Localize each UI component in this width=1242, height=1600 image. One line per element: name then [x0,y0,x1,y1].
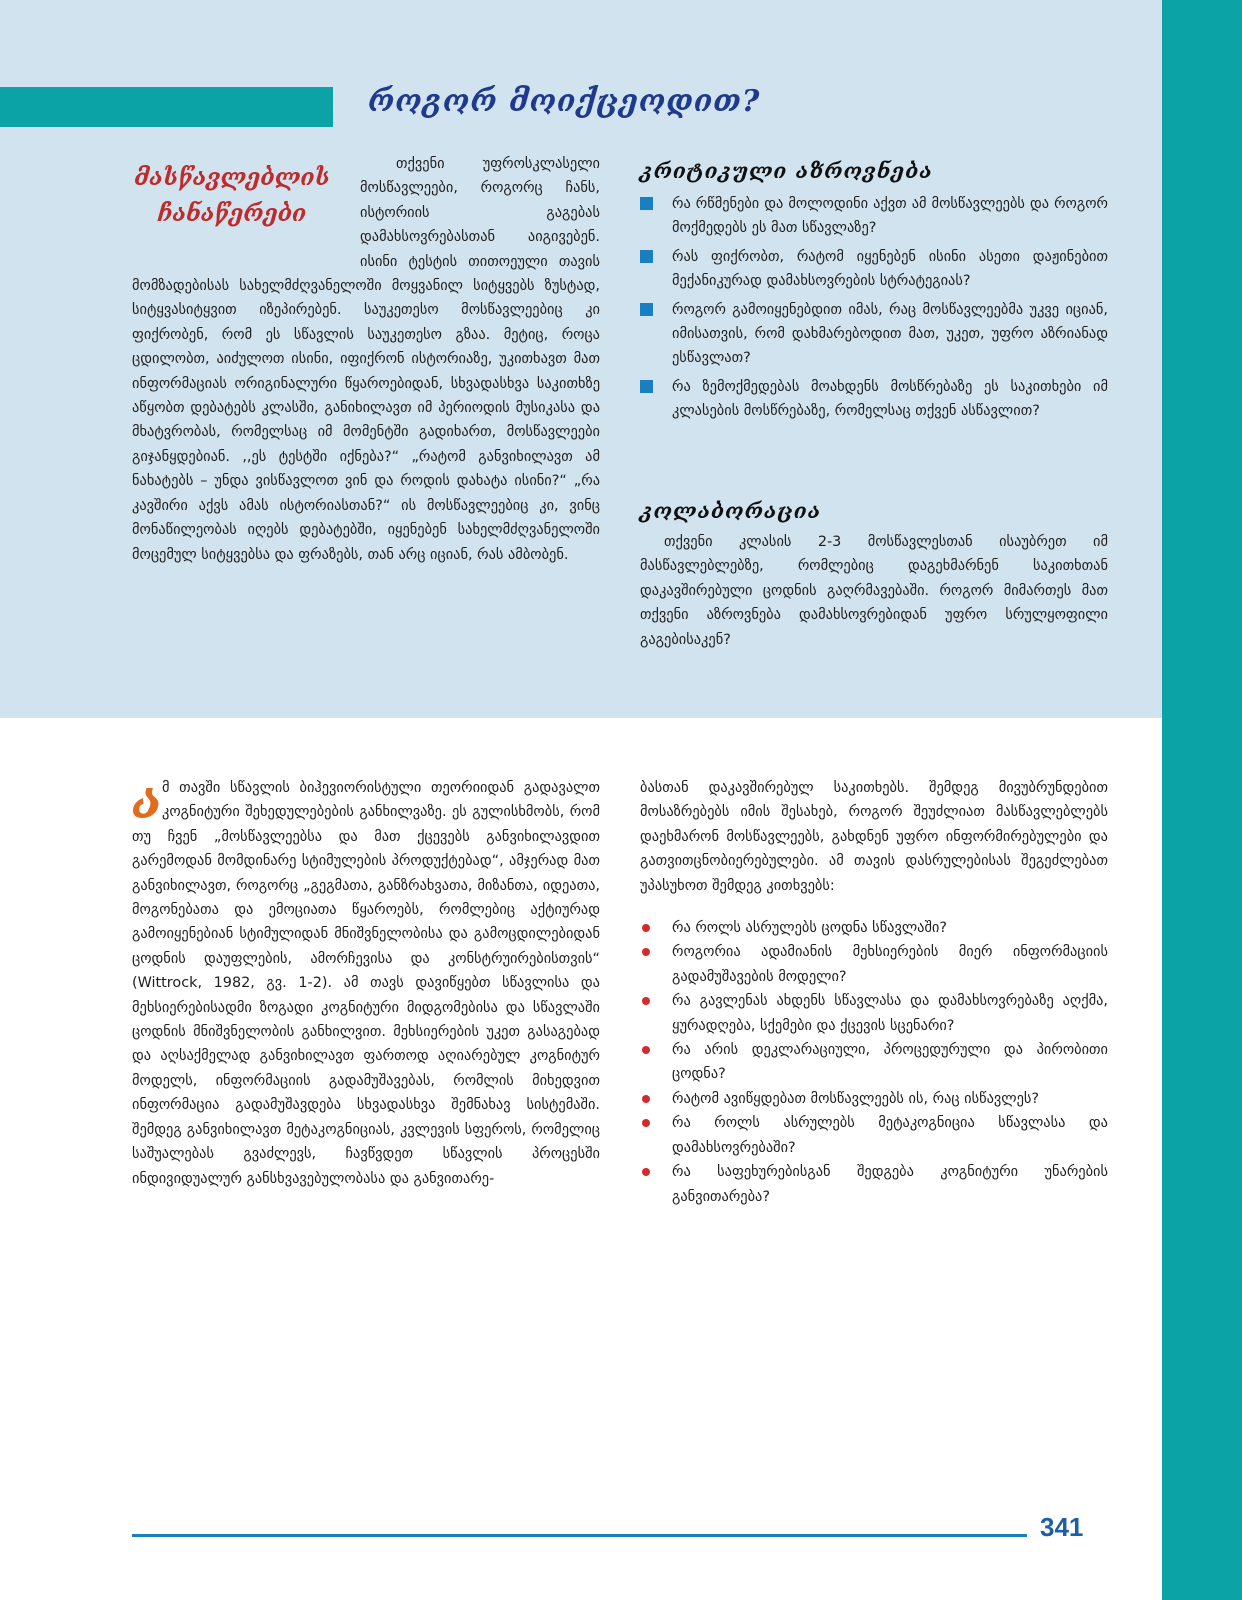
guiding-question: რა საფეხურებისგან შედგება კოგნიტური უნარების განვითარება? [640,1160,1108,1209]
critical-thinking-item: როგორ გამოიყენებდით იმას, რაც მოსწავლეებმა უკვე იციან, იმისათვის, რომ დახმარებოდით მათ, უკეთ, უფრო აზრიანად ესწავლათ? [640,298,1108,371]
drop-cap: ა [132,771,162,830]
collaboration-heading: კოლაბორაცია [640,498,822,523]
guiding-question: რა როლს ასრულებს ცოდნა სწავლაში? [640,916,1108,940]
square-bullet-icon [640,250,653,263]
guiding-question: რა როლს ასრულებს მეტაკოგნიცია სწავლასა და დამახსოვრებაში? [640,1111,1108,1160]
page-number: 341 [1040,1512,1084,1542]
footer-rule [132,1534,1027,1537]
critical-thinking-item: რა რწმენები და მოლოდინი აქვთ ამ მოსწავლეებს და როგორ მოქმედებს ეს მათ სწავლაზე? [640,192,1108,241]
bullet-dot-icon [642,1046,650,1054]
collaboration-text: თქვენი კლასის 2-3 მოსწავლესთან ისაუბრეთ იმ მასწავლებლებზე, რომლებიც დაგეხმარნენ საკითხთან დაკავშირებული ცოდნის გაღრმავებაში. როგორ მიმართეს მათ თქვენი აზროვნება დამახსოვრებიდან უფრო სრულყოფილი გაგებისაკენ? [640,534,1108,648]
chapter-intro-right [640,776,1108,1209]
bullet-dot-icon [642,1119,650,1127]
guiding-question: რა არის დეკლარაციული, პროცედურული და პირობითი ცოდნა? [640,1038,1108,1087]
teacher-notes-text: თქვენი უფროსკლასელი მოსწავლეები, როგორც ჩანს, ისტორიის გაგებას დამახსოვრებასთან აიგივებენ. ისინი ტესტის თითოეული თავის მომზადებისას სახელმძღვანელოში მოყვანილ სიტყვებს ზუსტად, სიტყვასიტყვით იზეპირებენ. საუკეთესო მოსწავლეებიც კი ფიქრობენ, რომ ეს სწავლის საუკეთესო გზაა. მეტიც, როცა ცდილობთ, აიძულოთ ისინი, იფიქრონ ისტორიაზე, უკითხავთ მათ ინფორმაციას ორიგინალური წყაროებიდან, სხვადასხვა საკითხზე აწყობთ დებატებს კლასში, განიხილავთ იმ პერიოდის მუსიკასა და მხატვრობას, რომელსაც იმ მომენტში გადიხართ, მოსწავლეები გიჯანყდებიან. ,,ეს ტესტში იქნება?“ „რატომ განვიხილავთ ამ ნახატებს – უნდა ვისწავლოთ ვინ და როდის დახატა ისინი?“ „რა კავშირი აქვს ამას ისტორიასთან?“ ის მოსწავლეებიც კი, ვინც მონაწილეობას იღებს დებატებში, იყენებენ სახელმძღვანელოში მოცემულ სიტყვებსა და ფრაზებს, თან არც იციან, რას ამბობენ. [132,156,600,563]
title-accent-bar [0,87,333,127]
bullet-dot-icon [642,948,650,956]
bullet-dot-icon [642,997,650,1005]
critical-thinking-item: რა ზემოქმედებას მოახდენს მოსწრებაზე ეს საკითხები იმ კლასების მოსწრებაზე, რომელსაც თქვენ ასწავლით? [640,375,1108,424]
teacher-notes-body [132,152,600,642]
bullet-dot-icon [642,1168,650,1176]
bullet-dot-icon [642,924,650,932]
chapter-intro-left [132,771,600,1296]
guiding-questions-list [640,916,1108,1209]
guiding-question: რა გავლენას ახდენს სწავლასა და დამახსოვრებაზე აღქმა, ყურადღება, სქემები და ქცევის სცენარი? [640,989,1108,1038]
teacher-notes-heading-line2: ჩანაწერები [157,200,307,227]
side-color-band [1162,0,1242,1600]
critical-thinking-heading: კრიტიკული აზროვნება [640,158,933,183]
square-bullet-icon [640,197,653,210]
page-title: როგორ მოიქცეოდით? [368,84,761,119]
square-bullet-icon [640,303,653,316]
guiding-question: როგორია ადამიანის მეხსიერების მიერ ინფორმაციის გადამუშავების მოდელი? [640,940,1108,989]
critical-thinking-list [640,192,1108,428]
chapter-intro-text: მ თავში სწავლის ბიჰევიორისტული თეორიიდან გადავალთ კოგნიტური შეხედულებების განხილვაზე. ეს გულისხმობს, რომ თუ ჩვენ „მოსწავლეებსა და მათ ქცევებს განვიხილავდით გარემოდან მომდინარე სტიმულების პროდუქტებად“, ამჯერად მათ განვიხილავთ, როგორც „გეგმათა, განზრახვათა, მიზანთა, იდეათა, მოგონებათა და ემოციათა წყაროებს, რომლებიც აქტიურად გამოიყენებიან სტიმულიდან მნიშვნელობისა და გამოცდილებიდან ცოდნის დაუფლების, ამორჩევისა და კონსტრუირებისთვის“ (Wittrock, 1982, გვ. 1-2). ამ თავს დავიწყებთ სწავლისა და მეხსიერებისადმი ზოგადი კოგნიტური მიდგომებისა და სწავლაში ცოდნის მნიშვნელობის განხილვით. მეხსიერების უკეთ გასაგებად და აღსაქმელად განვიხილავთ ფართოდ აღიარებულ კოგნიტურ მოდელს, ინფორმაციის გადამუშავებას, რომლის მიხედვით ინფორმაცია გადამუშავდება სხვადასხვა შემნახავ სისტემაში. შემდეგ განვიხილავთ მეტაკოგნიციას, კვლევის სფეროს, რომელიც საშუალებას გვაძლევს, ჩავწვდეთ სწავლის პროცესში ინდივიდუალურ განსხვავებულობასა და განვითარე- [132,780,600,1187]
square-bullet-icon [640,380,653,393]
guiding-question: რატომ ავიწყდებათ მოსწავლეებს ის, რაც ისწავლეს? [640,1087,1108,1111]
critical-thinking-item: რას ფიქრობთ, რატომ იყენებენ ისინი ასეთი დაჟინებით მექანიკურად დამახსოვრების სტრატეგიას? [640,245,1108,294]
chapter-intro-continuation: ბასთან დაკავშირებულ საკითხებს. შემდეგ მივუბრუნდებით მოსაზრებებს იმის შესახებ, როგორ შეუძლიათ მასწავლებლებს დაეხმარონ მოსწავლეებს, გახდნენ უფრო ინფორმირებულები და გათვითცნობიერებულები. ამ თავის დასრულებისას შეგეძლებათ უპასუხოთ შემდეგ კითხვებს: [640,780,1108,894]
bullet-dot-icon [642,1095,650,1103]
teacher-notes-heading-line1: მასწავლებლის [134,164,330,191]
